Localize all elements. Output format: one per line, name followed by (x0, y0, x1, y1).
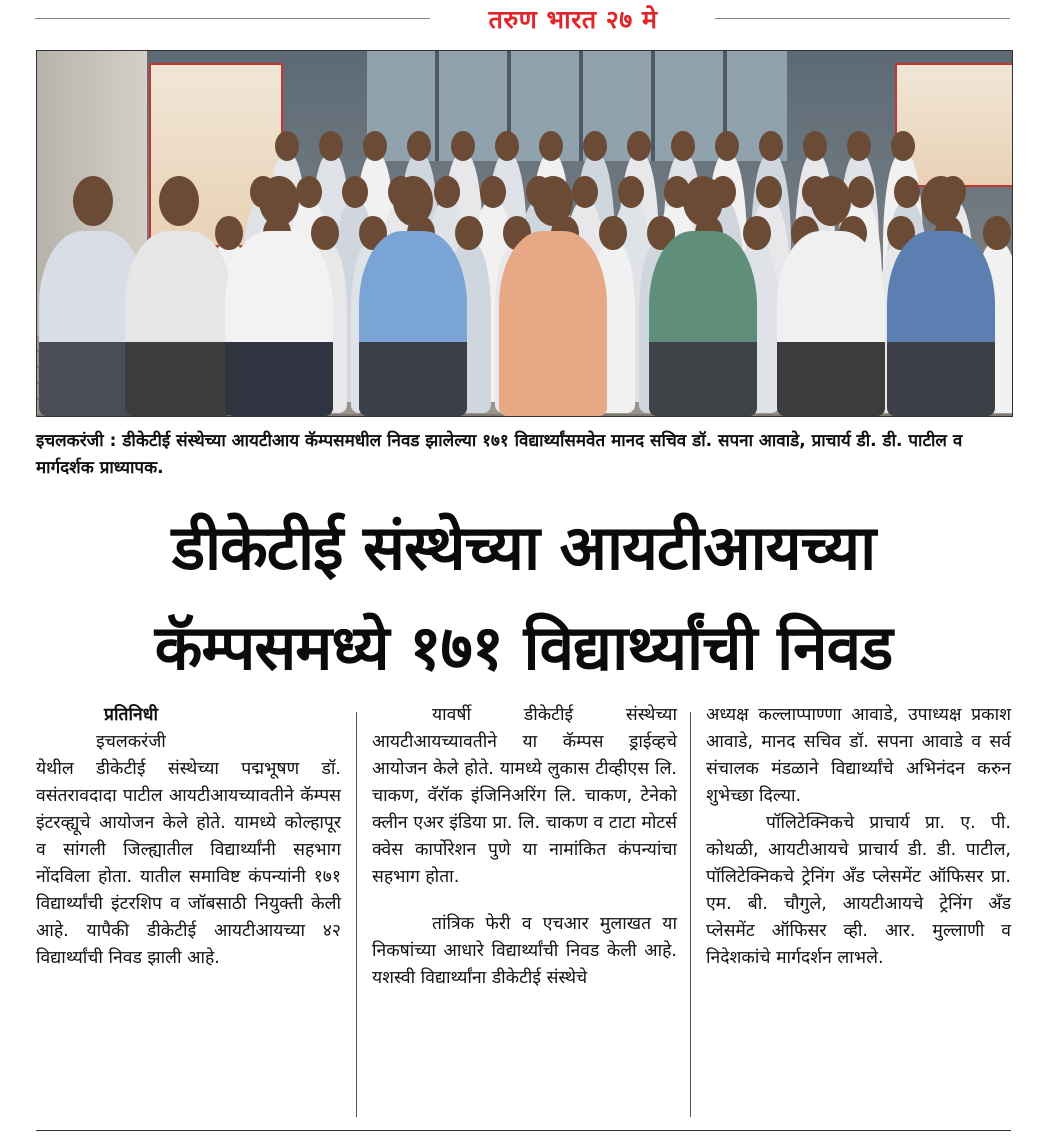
article-column-1 (36, 702, 341, 972)
paragraph: येथील डीकेटीई संस्थेच्या पद्मभूषण डॉ. वसंतरावदादा पाटील आयटीआयच्यावतीने कॅम्पस इंटरव्ह्यूचे आयोजन केले होते. यामध्ये कोल्हापूर व सांगली जिल्ह्यातील विद्यार्थ्यांनी सहभाग नोंदविला होता. यातील समाविष्ट कंपन्यांनी १७१ विद्यार्थ्यांची इंटरशिप व जॉबसाठी नियुक्ती केली आहे. यापैकी डीकेटीई आयटीआयच्या ४२ विद्यार्थ्यांची निवड झाली आहे. (36, 759, 341, 968)
person-head (480, 176, 506, 208)
person-head (572, 176, 598, 208)
dateline-place: इचलकरंजी (96, 732, 166, 752)
person-head (894, 176, 920, 208)
person-head (803, 131, 827, 161)
bottom-rule (36, 1130, 1011, 1131)
person-head (296, 176, 322, 208)
person-head (319, 131, 343, 161)
person-head (215, 216, 242, 250)
paragraph: यावर्षी डीकेटीई संस्थेच्या आयटीआयच्यावतीने या कॅम्पस ड्राईव्हचे आयोजन केले होते. यामध्ये लुकास टीव्हीएस लि. चाकण, वॅरॉक इंजिनिअरिंग लि. चाकण, टेनेको क्लीन एअर इंडिया प्रा. लि. चाकण व टाटा मोटर्स क्वेस कार्पोरेशन पुणे या नामांकित कंपन्यांचा सहभाग होता. (372, 705, 677, 887)
person-head (455, 216, 482, 250)
person-head (451, 131, 475, 161)
person-head (539, 131, 563, 161)
person-head (434, 176, 460, 208)
person-head (756, 176, 782, 208)
person-head (759, 131, 783, 161)
person-head (342, 176, 368, 208)
staff-head (921, 176, 961, 226)
staff-silhouette (777, 231, 885, 416)
staff-head (73, 176, 113, 226)
staff-head (159, 176, 199, 226)
article-column-3 (706, 702, 1011, 972)
paragraph: तांत्रिक फेरी व एचआर मुलाखत या निकषांच्या आधारे विद्यार्थ्यांची निवड केली आहे. यशस्वी विद्यार्थ्यांना डीकेटीई संस्थेचे (372, 914, 677, 988)
staff-silhouette (649, 231, 757, 416)
person-head (495, 131, 519, 161)
staff-head (811, 176, 851, 226)
paragraph: पॉलिटेक्निकचे प्राचार्य प्रा. ए. पी. कोथळी, आयटीआयचे प्राचार्य डी. डी. पाटील, पॉलिटेक्निकचे ट्रेनिंग अँड प्लेसमेंट ऑफिसर प्रा. एम. बी. चौगुले, आयटीआयचे ट्रेनिंग अँड प्लेसमेंट ऑफिसर व्ही. आर. मुल्लाणी व निदेशकांचे मार्गदर्शन लाभले. (706, 813, 1011, 968)
person-head (618, 176, 644, 208)
person-head (743, 216, 770, 250)
masthead-rule-left (35, 18, 430, 19)
person-head (407, 131, 431, 161)
article-column-2 (372, 702, 677, 992)
column-divider (356, 712, 357, 1117)
person-head (983, 216, 1010, 250)
person-head (715, 131, 739, 161)
staff-head (533, 176, 573, 226)
person-head (583, 131, 607, 161)
publication-date: तरुण भारत २७ मे (488, 5, 658, 34)
staff-head (259, 176, 299, 226)
staff-silhouette (887, 231, 995, 416)
photo-caption: इचलकरंजी : डीकेटीई संस्थेच्या आयटीआय कॅम्पसमधील निवड झालेल्या १७१ विद्यार्थ्यांसमवेत मानद सचिव डॉ. सपना आवाडे, प्राचार्य डी. डी. पाटील व मार्गदर्शक प्राध्यापक. (36, 431, 963, 478)
paragraph: अध्यक्ष कल्लाप्पाण्णा आवाडे, उपाध्यक्ष प्रकाश आवाडे, मानद सचिव डॉ. सपना आवाडे व सर्व संचालक मंडळाने विद्यार्थ्यांचे अभिनंदन करुन शुभेच्छा दिल्या. (706, 705, 1011, 806)
staff-silhouette (359, 231, 467, 416)
headline-line-2: कॅम्पसमध्ये १७१ विद्यार्थ्यांची निवड (154, 611, 893, 684)
masthead (0, 0, 1045, 42)
masthead-rule-right (715, 18, 1010, 19)
person-head (275, 131, 299, 161)
person-head (627, 131, 651, 161)
column-divider (690, 712, 691, 1117)
staff-silhouette (125, 231, 233, 416)
staff-silhouette (499, 231, 607, 416)
headline-line-1: डीकेटीई संस्थेच्या आयटीआयच्या (171, 511, 876, 584)
staff-silhouette (225, 231, 333, 416)
group-photo (36, 50, 1013, 417)
byline: प्रतिनिधी (103, 705, 158, 725)
person-head (891, 131, 915, 161)
person-head (599, 216, 626, 250)
person-head (363, 131, 387, 161)
person-head (848, 176, 874, 208)
person-head (847, 131, 871, 161)
person-head (671, 131, 695, 161)
staff-head (393, 176, 433, 226)
staff-head (683, 176, 723, 226)
